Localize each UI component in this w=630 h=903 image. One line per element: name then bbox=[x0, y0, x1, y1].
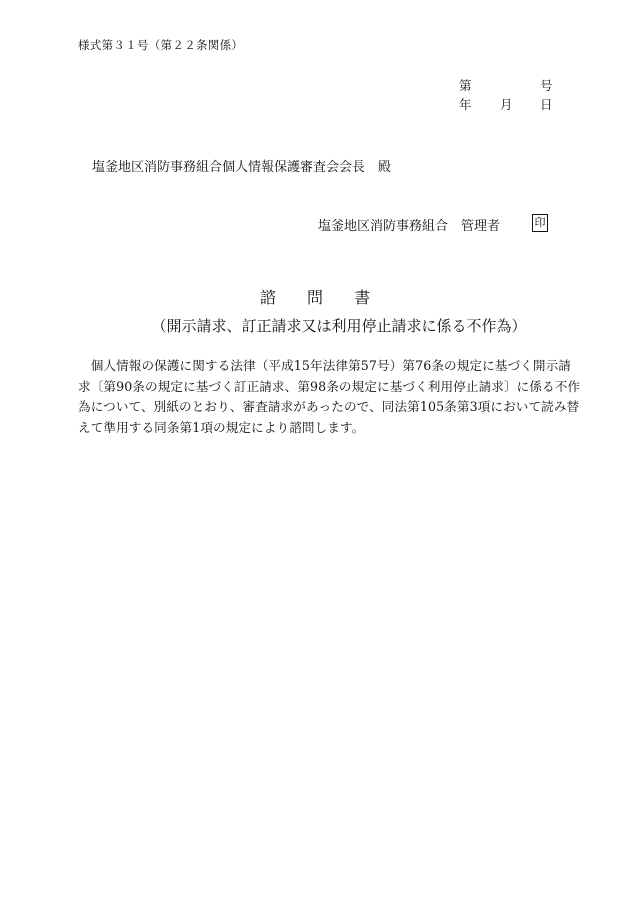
reference-block bbox=[459, 76, 554, 114]
title-char: 書 bbox=[354, 288, 371, 307]
title-char: 諮 bbox=[259, 288, 276, 307]
reference-number-suffix: 号 bbox=[540, 78, 553, 93]
body-paragraph bbox=[78, 356, 600, 438]
seal-mark: 印 bbox=[532, 214, 548, 232]
reference-number-row bbox=[459, 76, 554, 95]
reference-number-prefix: 第 bbox=[459, 78, 472, 93]
reference-date-row bbox=[459, 95, 554, 114]
reference-month: 月 bbox=[500, 97, 513, 112]
document-title bbox=[0, 285, 630, 308]
body-line: 求〔第90条の規定に基づく訂正請求、第98条の規定に基づく利用停止請求〕に係る不作 bbox=[78, 378, 581, 394]
body-line: えて準用する同条第1項の規定により諮問します。 bbox=[78, 419, 365, 435]
addressee: 塩釜地区消防事務組合個人情報保護審査会会長 殿 bbox=[92, 160, 392, 175]
body-line: 個人情報の保護に関する法律（平成15年法律第57号）第76条の規定に基づく開示請 bbox=[78, 358, 571, 373]
sender-name: 塩釜地区消防事務組合 管理者 bbox=[318, 219, 501, 234]
body-line: 為について、別紙のとおり、審査請求があったので、同法第105条第3項において読み替 bbox=[78, 399, 580, 414]
reference-year: 年 bbox=[459, 97, 472, 112]
form-number: 様式第３１号（第２２条関係） bbox=[78, 38, 244, 52]
reference-day: 日 bbox=[540, 97, 553, 112]
title-char: 問 bbox=[306, 288, 323, 307]
document-subtitle: （開示請求、訂正請求又は利用停止請求に係る不作為） bbox=[151, 317, 527, 335]
